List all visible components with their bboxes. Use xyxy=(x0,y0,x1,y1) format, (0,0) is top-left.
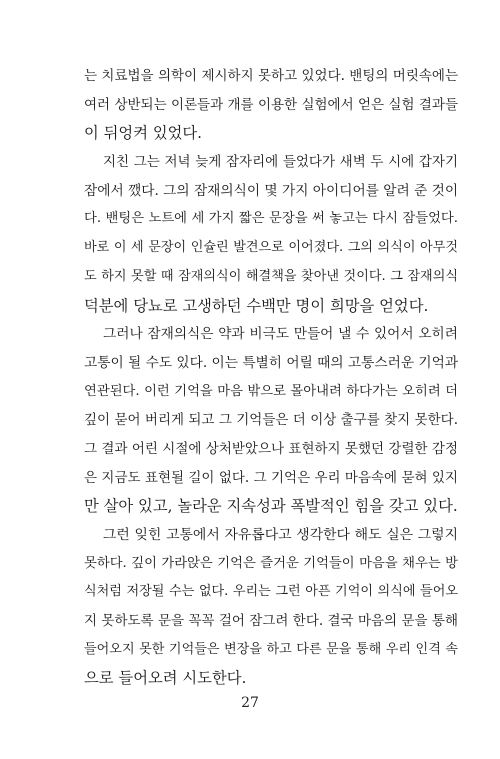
paragraph xyxy=(84,521,458,693)
text-line: 은 지금도 표현될 길이 없다. 그 기억은 우리 마음속에 묻혀 있지 xyxy=(84,469,458,486)
paragraph xyxy=(84,148,458,320)
text-line: 지 못하도록 문을 꼭꼭 걸어 잠그려 한다. 결국 마음의 문을 통해 xyxy=(84,613,458,630)
body-text xyxy=(84,62,458,693)
text-line: 바로 이 세 문장이 인슐린 발견으로 이어졌다. 그의 의식이 아무것 xyxy=(84,240,458,256)
text-line: 깊이 묻어 버리게 되고 그 기억들은 더 이상 출구를 찾지 못한다. xyxy=(84,412,458,429)
text-line: 그런 잊힌 고통에서 자유롭다고 생각한다 해도 실은 그렇지 xyxy=(103,527,458,543)
text-line: 는 치료법을 의학이 제시하지 못하고 있었다. 밴팅의 머릿속에는 xyxy=(84,68,458,84)
text-line: 여러 상반되는 이론들과 개를 이용한 실험에서 얻은 실험 결과들 xyxy=(84,96,458,113)
text-line: 으로 들어오려 시도한다. xyxy=(84,669,247,688)
text-line: 그러나 잠재의식은 약과 비극도 만들어 낼 수 있어서 오히려 xyxy=(103,326,458,343)
paragraph xyxy=(84,62,458,148)
text-line: 그 결과 어린 시절에 상처받았으나 표현하지 못했던 강렬한 감정 xyxy=(84,440,458,457)
text-line: 다. 밴팅은 노트에 세 가지 짧은 문장을 써 놓고는 다시 잠들었다. xyxy=(84,211,458,227)
text-line: 잠에서 깼다. 그의 잠재의식이 몇 가지 아이디어를 알려 준 것이 xyxy=(84,182,458,199)
paragraph xyxy=(84,320,458,521)
text-line: 만 살아 있고, 놀라운 지속성과 폭발적인 힘을 갖고 있다. xyxy=(84,497,458,516)
text-line: 덕분에 당뇨로 고생하던 수백만 명이 희망을 얻었다. xyxy=(84,296,429,315)
text-line: 못하다. 깊이 가라앉은 기억은 즐거운 기억들이 마음을 채우는 방 xyxy=(84,555,458,571)
text-line: 식처럼 저장될 수는 없다. 우리는 그런 아픈 기억이 의식에 들어오 xyxy=(84,584,458,600)
text-line: 이 뒤엉켜 있었다. xyxy=(84,124,203,143)
text-line: 들어오지 못한 기억들은 변장을 하고 다른 문을 통해 우리 인격 속 xyxy=(84,641,458,657)
page-number: 27 xyxy=(241,695,259,711)
text-line: 지친 그는 저녁 늦게 잠자리에 들었다가 새벽 두 시에 갑자기 xyxy=(103,154,458,171)
text-line: 고통이 될 수도 있다. 이는 특별히 어릴 때의 고통스러운 기억과 xyxy=(84,354,458,371)
text-line: 도 하지 못할 때 잠재의식이 해결책을 찾아낸 것이다. 그 잠재의식 xyxy=(84,268,458,284)
text-line: 연관된다. 이런 기억을 마음 밖으로 몰아내려 하다가는 오히려 더 xyxy=(84,383,458,399)
